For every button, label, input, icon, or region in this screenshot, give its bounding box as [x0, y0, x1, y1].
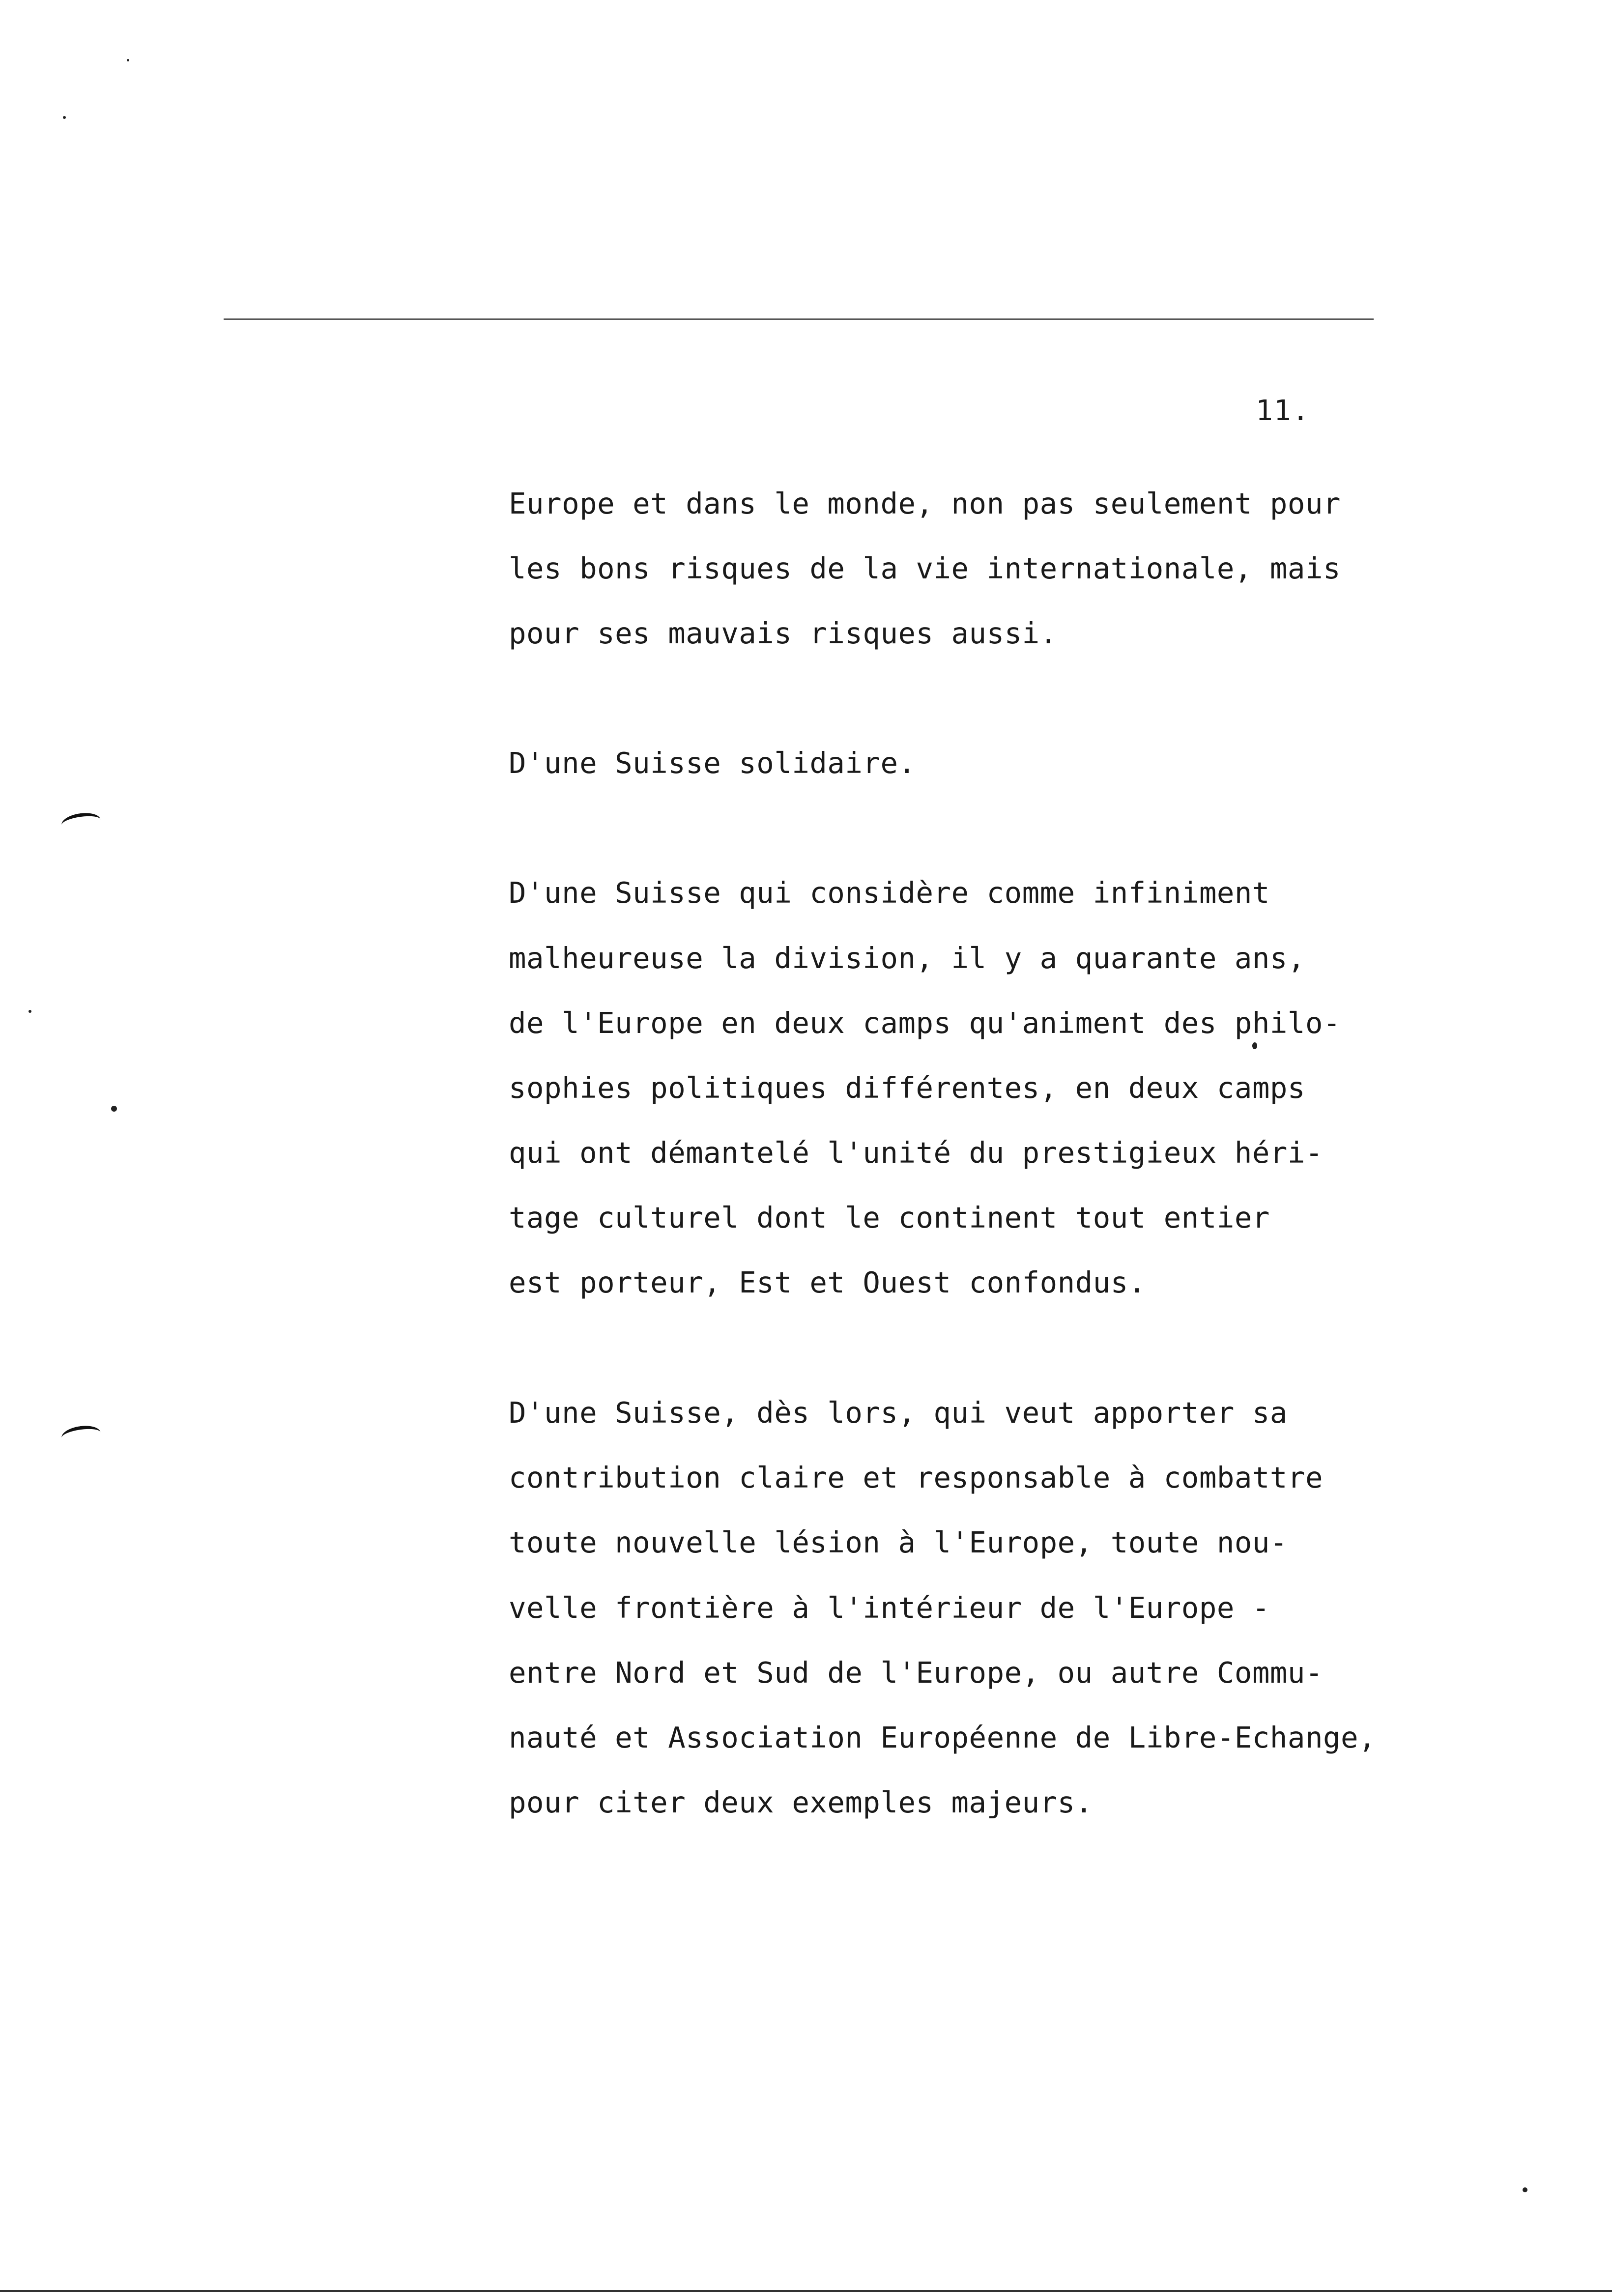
text-line: les bons risques de la vie internationale, mais	[509, 551, 1341, 585]
text-line: velle frontière à l'intérieur de l'Europe -	[509, 1591, 1270, 1625]
text-line: tage culturel dont le continent tout entier	[509, 1201, 1270, 1234]
text-line: D'une Suisse, dès lors, qui veut apporter sa	[509, 1396, 1288, 1430]
scan-speck	[1252, 1042, 1257, 1049]
text-line: D'une Suisse solidaire.	[509, 746, 916, 780]
scan-mark	[60, 811, 102, 834]
scan-speck	[127, 59, 129, 61]
text-line: pour ses mauvais risques aussi.	[509, 616, 1058, 650]
text-line: qui ont démantelé l'unité du prestigieux héri-	[509, 1136, 1323, 1170]
bottom-rule	[0, 2290, 1612, 2292]
text-line: de l'Europe en deux camps qu'animent des philo-	[509, 1006, 1341, 1040]
text-line: nauté et Association Européenne de Libre-Echange,	[509, 1721, 1377, 1754]
scan-speck	[63, 116, 66, 119]
scan-mark	[60, 1424, 102, 1447]
scan-speck	[1523, 2187, 1527, 2192]
text-line: est porteur, Est et Ouest confondus.	[509, 1265, 1146, 1299]
text-line: toute nouvelle lésion à l'Europe, toute nou-	[509, 1525, 1288, 1559]
page-number: 11.	[1256, 394, 1310, 427]
scan-speck	[111, 1106, 117, 1112]
text-line: sophies politiques différentes, en deux camps	[509, 1071, 1305, 1105]
text-line: D'une Suisse qui considère comme infiniment	[509, 876, 1270, 910]
text-line: malheureuse la division, il y a quarante ans,	[509, 941, 1305, 975]
top-rule	[224, 318, 1374, 320]
text-line: contribution claire et responsable à combattre	[509, 1461, 1323, 1494]
text-line: entre Nord et Sud de l'Europe, ou autre Commu-	[509, 1656, 1323, 1690]
text-line: pour citer deux exemples majeurs.	[509, 1785, 1093, 1819]
text-line: Europe et dans le monde, non pas seulement pour	[509, 487, 1341, 520]
scan-speck	[29, 1010, 31, 1013]
